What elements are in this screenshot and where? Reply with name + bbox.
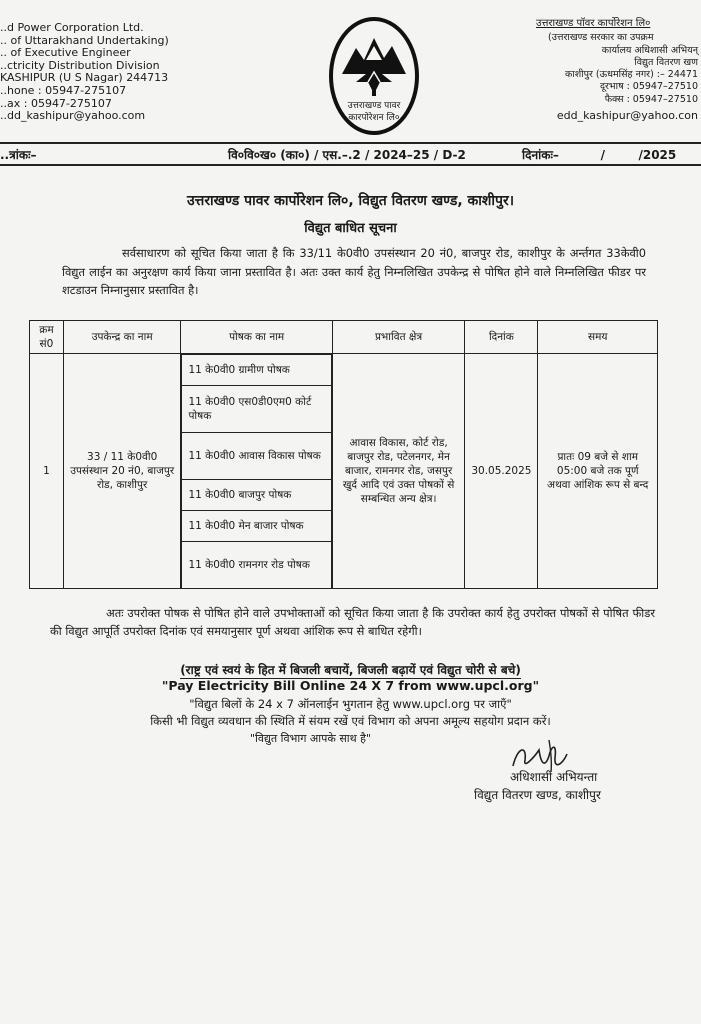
letterhead-left-line: ..dd_kashipur@yahoo.com bbox=[0, 110, 146, 123]
intro-paragraph: सर्वसाधारण को सूचित किया जाता है कि 33/11 के0वी0 उपसंस्थान 20 नं0, बाजपुर रोड, काशीपुर के अर्न्तगत 33केवी0 विद्युत लाईन का अनुरक्षण कार्य किया जाना प्रस्तावित है। अतः उक्त कार्य हेतु निम्नलिखित उपकेन्द्र से पोषित होने वाले निम्नलिखित फीडर पर शटडाउन निम्नानुसार प्रस्तावित है। bbox=[62, 246, 646, 297]
feeder-item: 11 के0वी0 मेन बाजार पोषक bbox=[182, 511, 331, 542]
feeder-item: 11 के0वी0 एस0डी0एम0 कोर्ट पोषक bbox=[182, 386, 331, 433]
shutdown-table bbox=[29, 320, 658, 589]
cell-area: आवास विकास, कोर्ट रोड, बाजपुर रोड, पटेलनगर, मेन बाजार, रामनगर रोड, जसपुर खुर्द आदि एवं उक्त पोषकों से सम्बन्धित अन्य क्षेत्र। bbox=[332, 354, 464, 589]
closing-paragraph: अतः उपरोक्त पोषक से पोषित होने वाले उपभोक्ताओं को सूचित किया जाता है कि उपरोक्त कार्य हेतु उपरोक्त पोषकों से पोषित फीडर की विद्युत आपूर्ति उपरोक्त दिनांक एवं समयानुसार पूर्ण अथवा आंशिक रूप से बाधित रहेगी। bbox=[50, 606, 655, 638]
footer-cooperation: किसी भी विद्युत व्यवधान की स्थिति में संयम रखें एवं विभाग को अपना अमूल्य सहयोग प्रदान करें। bbox=[150, 714, 551, 728]
header-feeder: पोषक का नाम bbox=[181, 321, 332, 354]
feeder-item: 11 के0वी0 रामनगर रोड पोषक bbox=[182, 542, 331, 589]
footer-slogan-text: (राष्ट्र एवं स्वयं के हित में बिजली बचायें, बिजली बढ़ायें एवं विद्युत चोरी से बचे) bbox=[180, 663, 521, 677]
reference-patrank: ..त्रांकः– bbox=[0, 148, 37, 162]
logo-text bbox=[328, 100, 420, 124]
header-date: दिनांक bbox=[465, 321, 538, 354]
cell-date: 30.05.2025 bbox=[465, 354, 538, 589]
table-header-row bbox=[30, 321, 658, 354]
cell-feeders bbox=[181, 354, 332, 589]
logo-text-line2: कारपोरेशन लि० bbox=[348, 113, 400, 123]
letterhead-right-line: (उत्तराखण्ड सरकार का उपक्रम bbox=[548, 32, 654, 44]
footer-pay-online-en: "Pay Electricity Bill Online 24 X 7 from www.upcl.org" bbox=[161, 678, 540, 693]
logo-text-line1: उत्तराखण्ड पावर bbox=[347, 101, 401, 111]
feeder-list bbox=[181, 354, 331, 588]
letterhead-left-line: ..ax : 05947-275107 bbox=[0, 97, 112, 110]
letterhead-right bbox=[520, 18, 698, 122]
cell-substation: 33 / 11 के0वी0 उपसंस्थान 20 नं0, बाजपुर रोड, काशीपुर bbox=[63, 354, 181, 589]
footer-pay-online-hi: "विद्युत बिलों के 24 x 7 ऑनलाईन भुगतान हेतु www.upcl.org पर जाएँ" bbox=[189, 697, 512, 711]
letterhead-left-line: ..ctricity Distribution Division bbox=[0, 59, 160, 72]
header-time: समय bbox=[538, 321, 658, 354]
footer-slogan bbox=[0, 661, 701, 678]
footer-tagline: "विद्युत विभाग आपके साथ है" bbox=[249, 732, 372, 745]
header-rule-bottom bbox=[0, 164, 701, 166]
letterhead-right-email: edd_kashipur@yahoo.con bbox=[556, 109, 698, 123]
letterhead-right-line: काशीपुर (ऊधमसिंह नगर) :– 24471 bbox=[564, 69, 698, 81]
letterhead-right-line: कार्यालय अधिशासी अभियन् bbox=[601, 44, 698, 56]
letterhead-left-line: KASHIPUR (U S Nagar) 244713 bbox=[0, 72, 169, 85]
letterhead-left-line: .. of Executive Engineer bbox=[0, 47, 131, 60]
header-substation: उपकेन्द्र का नाम bbox=[63, 321, 181, 354]
letterhead-right-title: उत्तराखण्ड पॉवर कार्पोरेशन लि० bbox=[536, 18, 651, 29]
letterhead-right-line: विद्युत वितरण खण bbox=[634, 56, 698, 68]
letterhead-right-line: फैक्स : 05947–27510 bbox=[604, 93, 698, 105]
upcl-logo bbox=[328, 16, 420, 142]
feeder-item: 11 के0वी0 आवास विकास पोषक bbox=[182, 433, 331, 480]
reference-number: वि०वि०ख० (का०) / एस.–.2 / 2024–25 / D-2 bbox=[228, 148, 466, 162]
letterhead-left bbox=[0, 22, 200, 123]
cell-time: प्रातः 09 बजे से शाम 05:00 बजे तक पूर्ण अथवा आंशिक रूप से बन्द bbox=[538, 354, 658, 589]
office-title: उत्तराखण्ड पावर कार्पोरेशन लि०, विद्युत वितरण खण्ड, काशीपुर। bbox=[186, 193, 515, 209]
header-area: प्रभावित क्षेत्र bbox=[332, 321, 464, 354]
signature-designation: अधिशासी अभियन्ता bbox=[510, 770, 598, 784]
feeder-item: 11 के0वी0 ग्रामीण पोषक bbox=[182, 355, 331, 386]
letterhead-right-line: दूरभाष : 05947–27510 bbox=[600, 81, 698, 93]
header-sno: क्रम सं0 bbox=[30, 321, 64, 354]
feeder-item: 11 के0वी0 बाजपुर पोषक bbox=[182, 480, 331, 511]
letterhead-left-line: ..d Power Corporation Ltd. bbox=[0, 22, 144, 34]
letterhead-left-line: .. of Uttarakhand Undertaking) bbox=[0, 34, 169, 47]
letterhead-left-line: ..hone : 05947-275107 bbox=[0, 84, 127, 97]
header-rule-top bbox=[0, 142, 701, 144]
notice-title: विद्युत बाधित सूचना bbox=[304, 221, 397, 236]
reference-date: दिनांकः– / /2025 bbox=[522, 148, 677, 162]
signature-office: विद्युत वितरण खण्ड, काशीपुर bbox=[474, 788, 601, 802]
cell-sno: 1 bbox=[30, 354, 64, 589]
table-row bbox=[30, 354, 658, 589]
